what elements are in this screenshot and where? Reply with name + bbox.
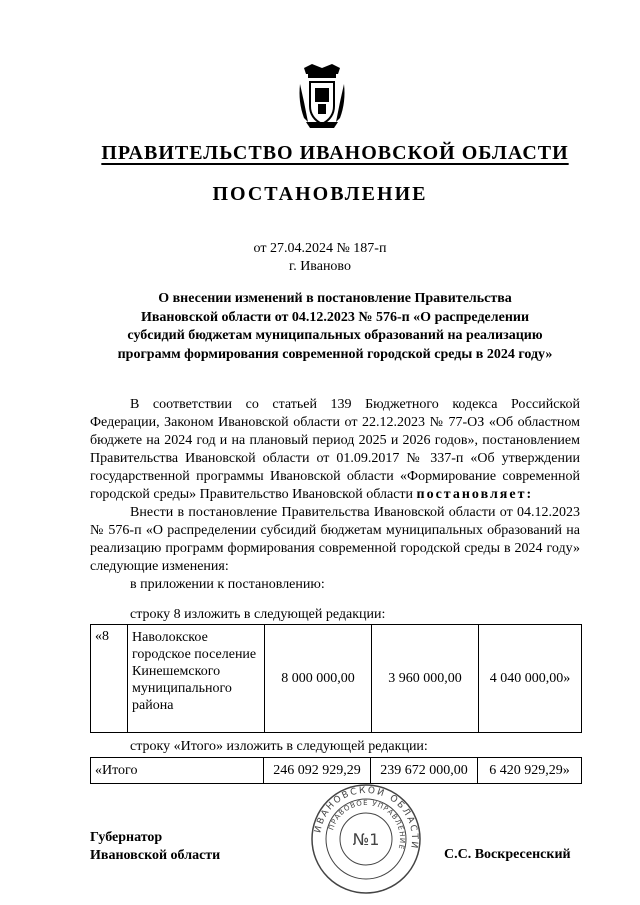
position-line: Ивановской области <box>90 848 221 863</box>
row-number-cell: «8 <box>91 625 128 733</box>
subject-line: О внесении изменений в постановление Правительства <box>158 291 512 306</box>
total-sum-cell: 246 092 929,29 <box>264 758 371 784</box>
stamp-outer-text: ИВАНОВСКОЙ ОБЛАСТИ <box>313 785 420 851</box>
total-table <box>90 757 582 784</box>
table-row <box>91 758 582 784</box>
date-number: от 27.04.2024 № 187-п <box>253 241 387 256</box>
preamble-text: В соответствии со статьей 139 Бюджетного кодекса Российской Федерации, Законом Ивановской области от 22.12.2023 № 77-ОЗ «Об областном бюджете на 2024 год и на плановый период 2025 и 2026 годов», постановлением Правительства Ивановской области от 01.09.2017 № 337-п «Об утверждении государственной программы Ивановской области «Формирование современной городской среды» Правительство Ивановской области <box>90 397 580 502</box>
total-col2-cell: 239 672 000,00 <box>371 758 478 784</box>
resolves-keyword: постановляет: <box>416 487 534 502</box>
signatory-name: С.С. Воскресенский <box>444 847 571 862</box>
stamp-inner-text: ПРАВОВОЕ УПРАВЛЕНИЕ <box>327 798 407 851</box>
coat-of-arms-emblem <box>298 62 346 130</box>
subject-line: Ивановской области от 04.12.2023 № 576-п «О распределении <box>140 309 530 325</box>
appendix-paragraph: в приложении к постановлению: <box>130 577 325 592</box>
table-row <box>91 625 582 733</box>
municipality-cell: Наволокское городское поселение Кинешемского муниципального района <box>128 625 265 733</box>
total-instruction: строку «Итого» изложить в следующей редакции: <box>130 739 428 754</box>
document-type: ПОСТАНОВЛЕНИЕ <box>212 183 428 205</box>
row8-instruction: строку 8 изложить в следующей редакции: <box>130 607 386 622</box>
subsidy-col3-cell: 4 040 000,00» <box>479 625 582 733</box>
official-stamp <box>310 783 422 895</box>
total-col3-cell: 6 420 929,29» <box>478 758 582 784</box>
subsidy-col2-cell: 3 960 000,00 <box>372 625 479 733</box>
total-label-cell: «Итого <box>91 758 264 784</box>
subject-line: программ формирования современной городской среды в 2024 году» <box>117 346 553 362</box>
city: г. Иваново <box>289 259 351 274</box>
amendment-paragraph: Внести в постановление Правительства Ивановской области от 04.12.2023 № 576-п «О распределении субсидий бюджетам муниципальных образований на реализацию программ формирования современной городской среды в 2024 году» следующие изменения: <box>90 505 580 574</box>
document-subject <box>92 290 578 364</box>
row8-table <box>90 624 582 733</box>
position-line: Губернатор <box>90 830 163 845</box>
document-body <box>90 396 580 594</box>
subject-line: субсидий бюджетам муниципальных образований на реализацию <box>127 328 543 343</box>
stamp-number: №1 <box>352 830 380 849</box>
organization-title: ПРАВИТЕЛЬСТВО ИВАНОВСКОЙ ОБЛАСТИ <box>101 142 569 164</box>
preamble-paragraph <box>90 396 580 504</box>
total-subsidy-cell: 8 000 000,00 <box>265 625 372 733</box>
signatory-position <box>90 829 220 865</box>
